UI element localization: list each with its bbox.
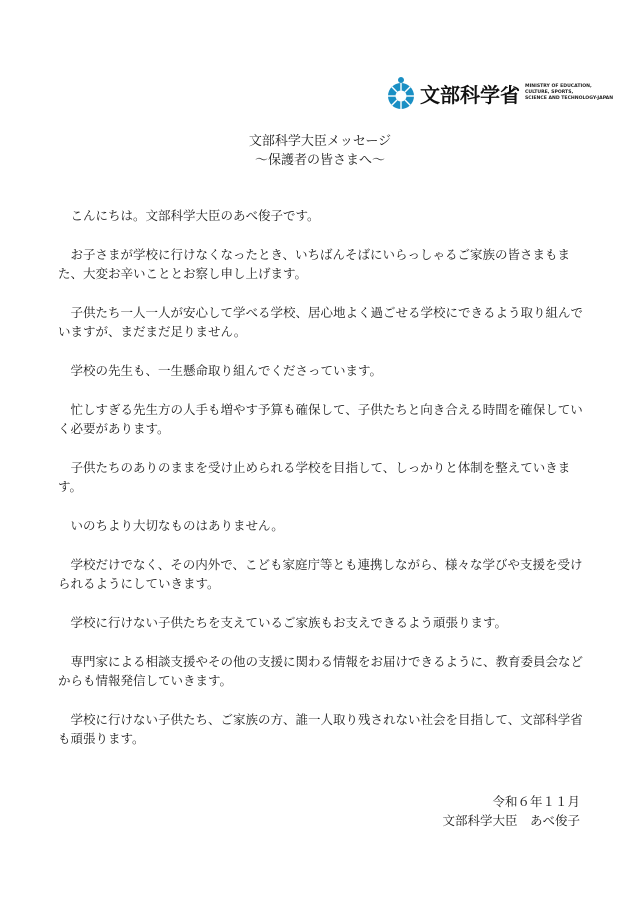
message-body — [58, 206, 586, 748]
mext-logo — [386, 73, 614, 113]
signature-date: 令和６年１１月 — [492, 794, 580, 809]
paragraph: お子さまが学校に行けなくなったとき、いちばんそばにいらっしゃるご家族の皆さまもまた、大変お辛いこととお察し申し上げます。 — [58, 247, 571, 281]
paragraph: 学校に行けない子供たちを支えているご家族もお支えできるよう頑張ります。 — [70, 615, 508, 630]
logo-english-line: MINISTRY OF EDUCATION, — [525, 84, 592, 89]
mext-emblem-icon — [386, 76, 416, 110]
signature-block — [442, 792, 580, 830]
paragraph: いのちより大切なものはありません。 — [70, 518, 284, 533]
paragraph: 子供たちのありのままを受け止められる学校を目指して、しっかりと体制を整えていきます。 — [58, 460, 571, 494]
title-line-1: 文部科学大臣メッセージ — [248, 134, 392, 149]
paragraph: 学校に行けない子供たち、ご家族の方、誰一人取り残されない社会を目指して、文部科学省も頑張ります。 — [58, 712, 583, 746]
signature-name: 文部科学大臣 あべ俊子 — [442, 813, 580, 828]
paragraph: 忙しすぎる先生方の人手も増やす予算も確保して、子供たちと向き合える時間を確保していく必要があります。 — [58, 402, 583, 436]
logo-english-line: SCIENCE AND TECHNOLOGY-JAPAN — [525, 96, 614, 101]
title-line-2: ～保護者の皆さまへ～ — [254, 153, 385, 168]
logo-ministry-name: 文部科学省 — [420, 82, 520, 107]
paragraph: こんにちは。文部科学大臣のあべ俊子です。 — [70, 208, 320, 223]
paragraph: 学校の先生も、一生懸命取り組んでくださっています。 — [70, 363, 383, 378]
logo-english-name — [525, 84, 613, 102]
paragraph: 専門家による相談支援やその他の支援に関わる情報をお届けできるように、教育委員会などからも情報発信していきます。 — [58, 654, 584, 688]
paragraph: 学校だけでなく、その内外で、こども家庭庁等とも連携しながら、様々な学びや支援を受けられるようにしていきます。 — [58, 557, 583, 591]
paragraph: 子供たち一人一人が安心して学べる学校、居心地よく過ごせる学校にできるよう取り組んでいますが、まだまだ足りません。 — [58, 305, 584, 339]
logo-english-line: CULTURE, SPORTS, — [525, 90, 574, 95]
message-title — [0, 132, 640, 170]
